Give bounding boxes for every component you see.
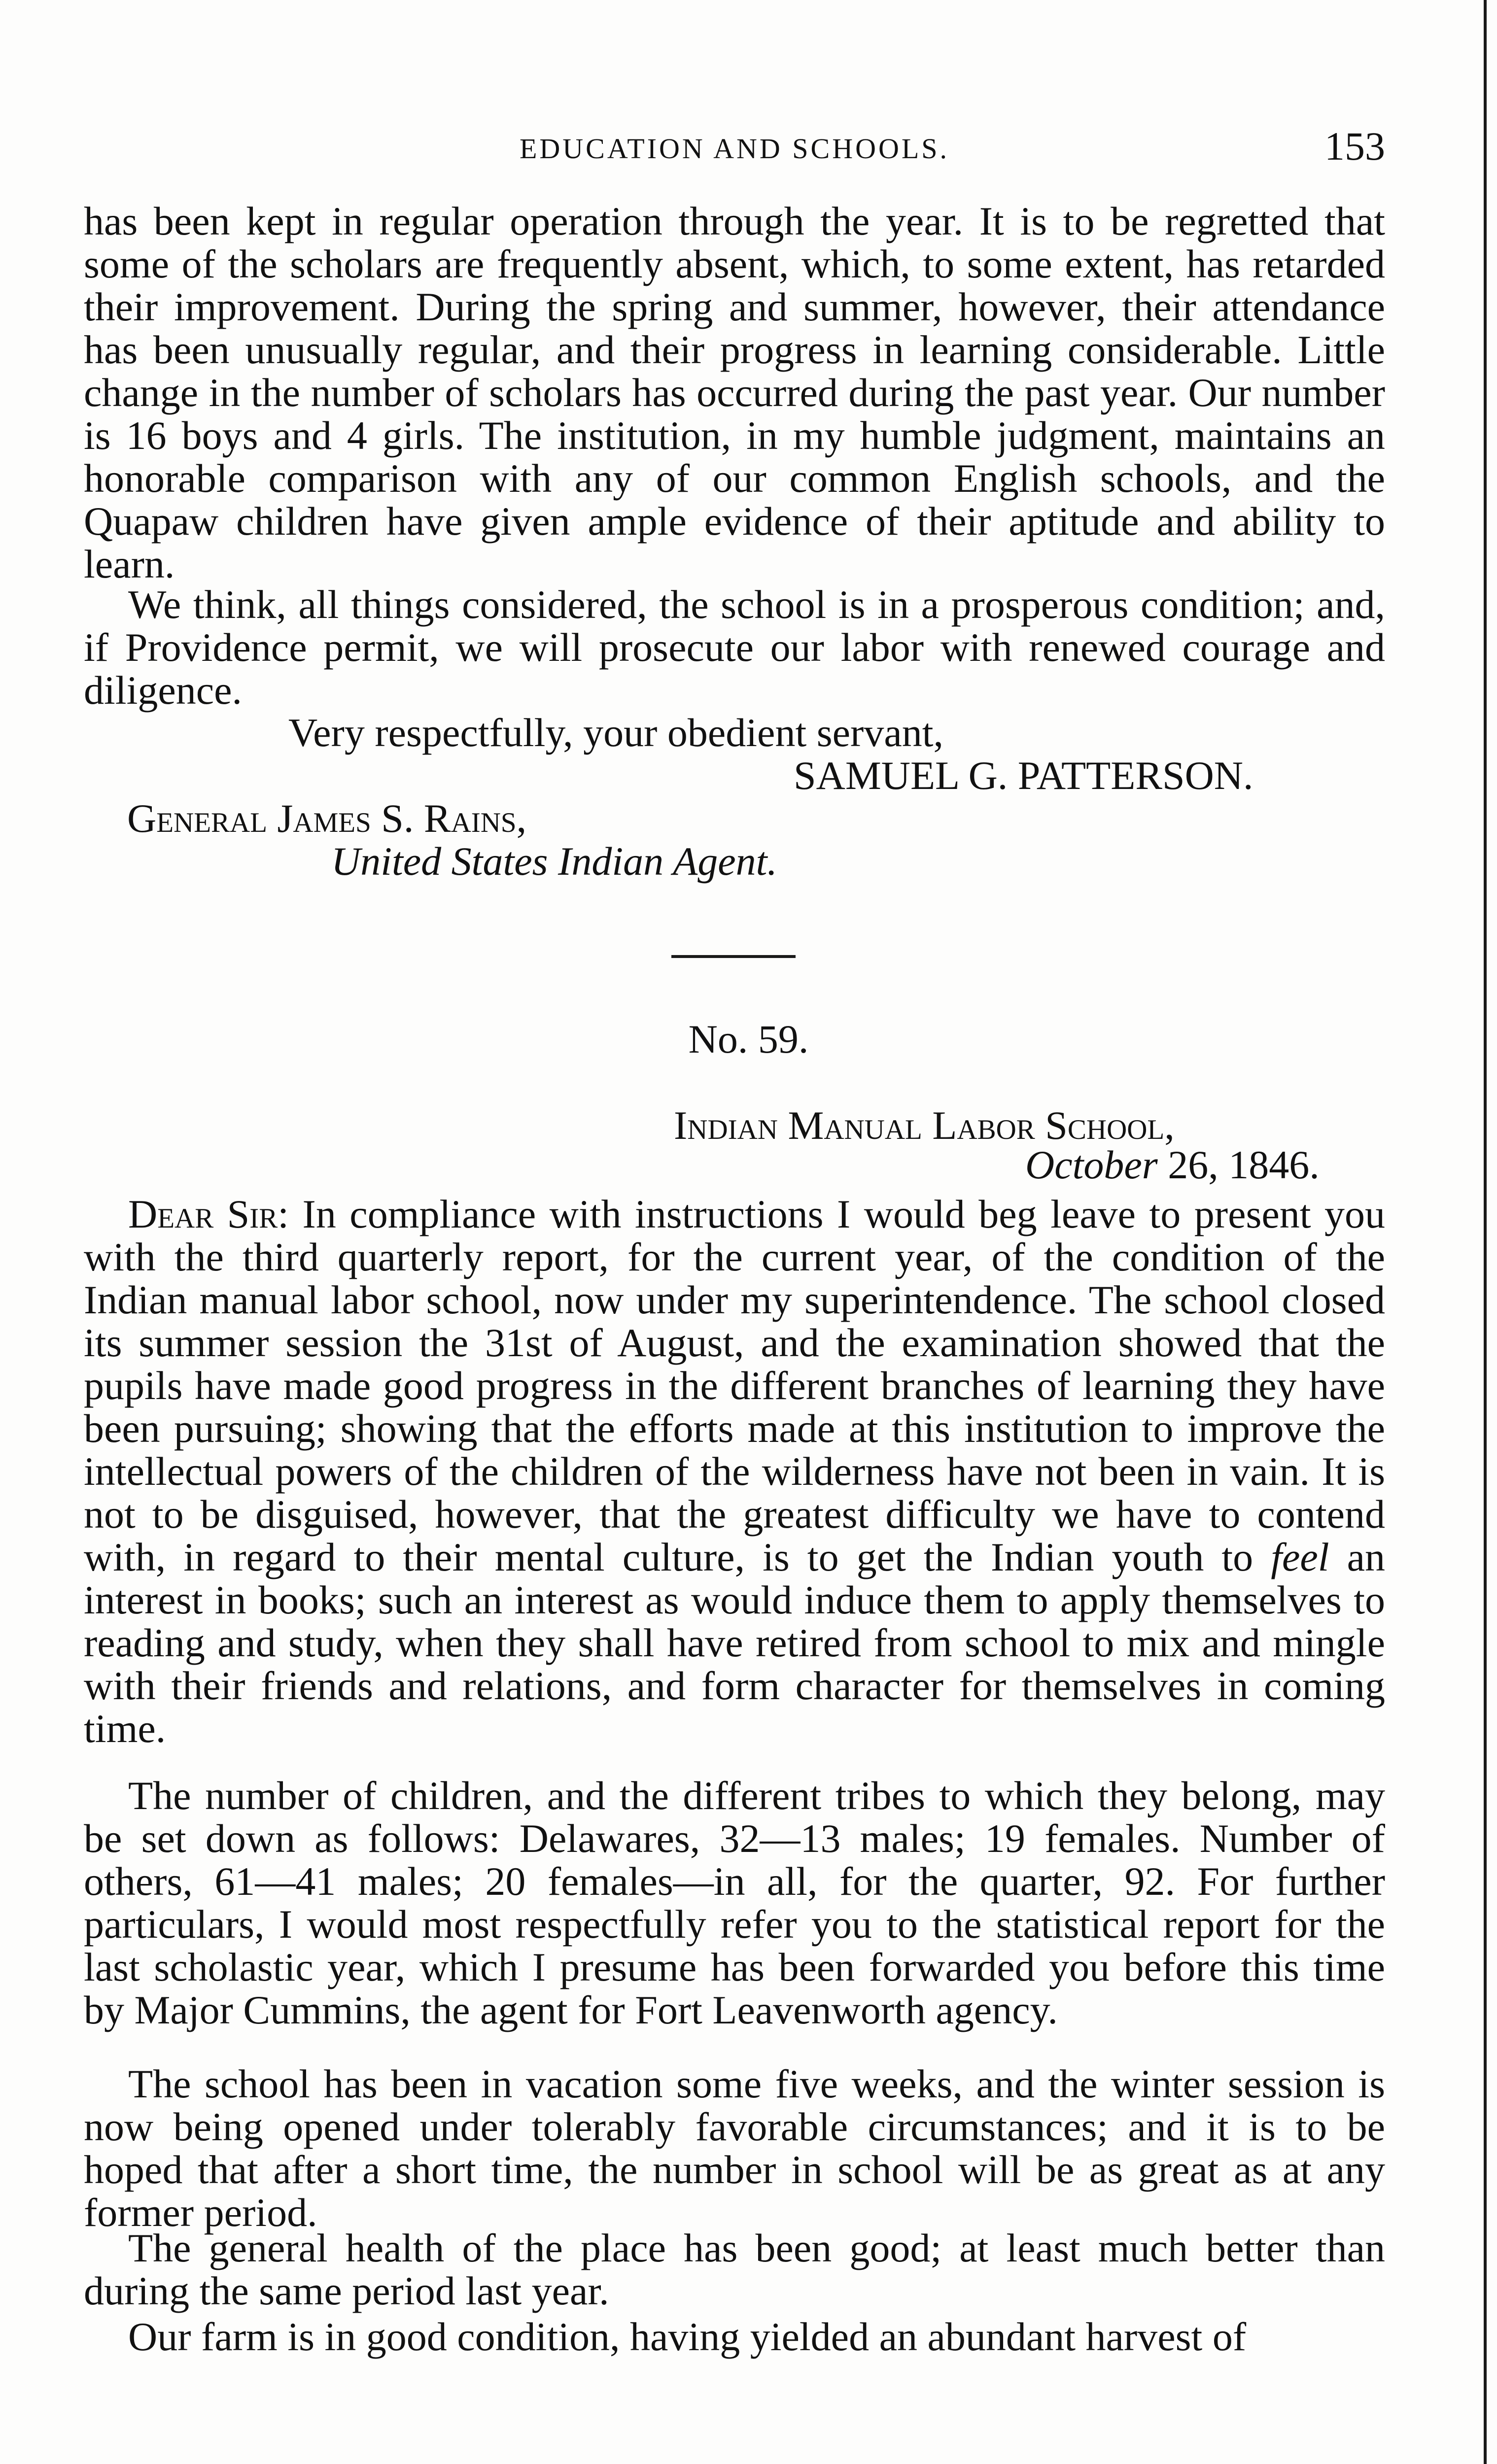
date-day-year: 26, 1846.: [1168, 1142, 1320, 1187]
running-head: [84, 123, 1385, 168]
page-number: 153: [1324, 124, 1385, 169]
letter1-signature: SAMUEL G. PATTERSON.: [794, 753, 1253, 798]
salutation: Dear Sir:: [128, 1192, 289, 1236]
section-divider: [671, 955, 796, 958]
running-title: EDUCATION AND SCHOOLS.: [519, 133, 950, 165]
institution-heading: Indian Manual Labor School,: [674, 1103, 1175, 1148]
letter2-paragraph-2: The number of children, and the different tribes to which they belong, may be set down as follows: Delawares, 32—13 males; 19 females. Number of others, 61—41 males; 20 females—in all, for the quarter, 92. For further particulars, I would most respectfully refer you to the statistical report for the last scholastic year, which I presume has been forwarded you before this time by Major Cummins, the agent for Fort Leavenworth agency.: [84, 1773, 1385, 2032]
paragraph-1-text-b: an interest in books; such an interest as would induce them to apply themselves to reading and study, when they shall have retired from school to mix and mingle with their friends and relations, and form character for themselves in coming time.: [84, 1535, 1386, 1751]
addressee-name: General James S. Rains,: [127, 796, 527, 841]
date-month: October: [1025, 1142, 1158, 1187]
page-edge-right: [1484, 0, 1487, 2464]
letter2-paragraph-5: Our farm is in good condition, having yielded an abundant harvest of: [128, 2314, 1247, 2359]
letter1-continuation: has been kept in regular operation through the year. It is to be regretted that some of the scholars are frequently absent, which, to some extent, has retarded their improvement. During the spring and summer, however, their attendance has been unusually regular, and their progress in learning considerable. Little change in the number of scholars has occurred during the past year. Our number is 16 boys and 4 girls. The institution, in my humble judgment, maintains an honorable comparison with any of our common English schools, and the Quapaw children have given ample evidence of their aptitude and ability to learn.: [84, 199, 1385, 586]
letter2-paragraph-1: [84, 1193, 1385, 1750]
emphasis-feel: feel: [1271, 1535, 1329, 1579]
paragraph-1-text-a: In compliance with instructions I would beg leave to present you with the third quarterly report, for the current year, of the condition of the Indian manual labor school, now under my superintendence. The school closed its summer session the 31st of August, and the examination showed that the pupils have made good progress in the different branches of learning they have been pursuing; showing that the efforts made at this institution to improve the intellectual powers of the children of the wilderness have not been in vain. It is not to be disguised, however, that the greatest difficulty we have to contend with, in regard to their mental culture, is to get the Indian youth to: [84, 1192, 1386, 1579]
letter2-paragraph-4: The general health of the place has been good; at least much better than during the same period last year.: [84, 2225, 1385, 2313]
letter1-paragraph: We think, all things considered, the school is in a prosperous condition; and, if Providence permit, we will prosecute our labor with renewed courage and diligence.: [84, 582, 1385, 713]
addressee-title: United States Indian Agent.: [331, 839, 777, 884]
letter1-closing: Very respectfully, your obedient servant,: [288, 710, 944, 755]
letter-date: [1025, 1143, 1320, 1186]
letter2-paragraph-3: The school has been in vacation some five weeks, and the winter session is now being opened under tolerably favorable circumstances; and it is to be hoped that after a short time, the number in school will be as great as at any former period.: [84, 2061, 1385, 2235]
document-number: No. 59.: [688, 1017, 809, 1061]
